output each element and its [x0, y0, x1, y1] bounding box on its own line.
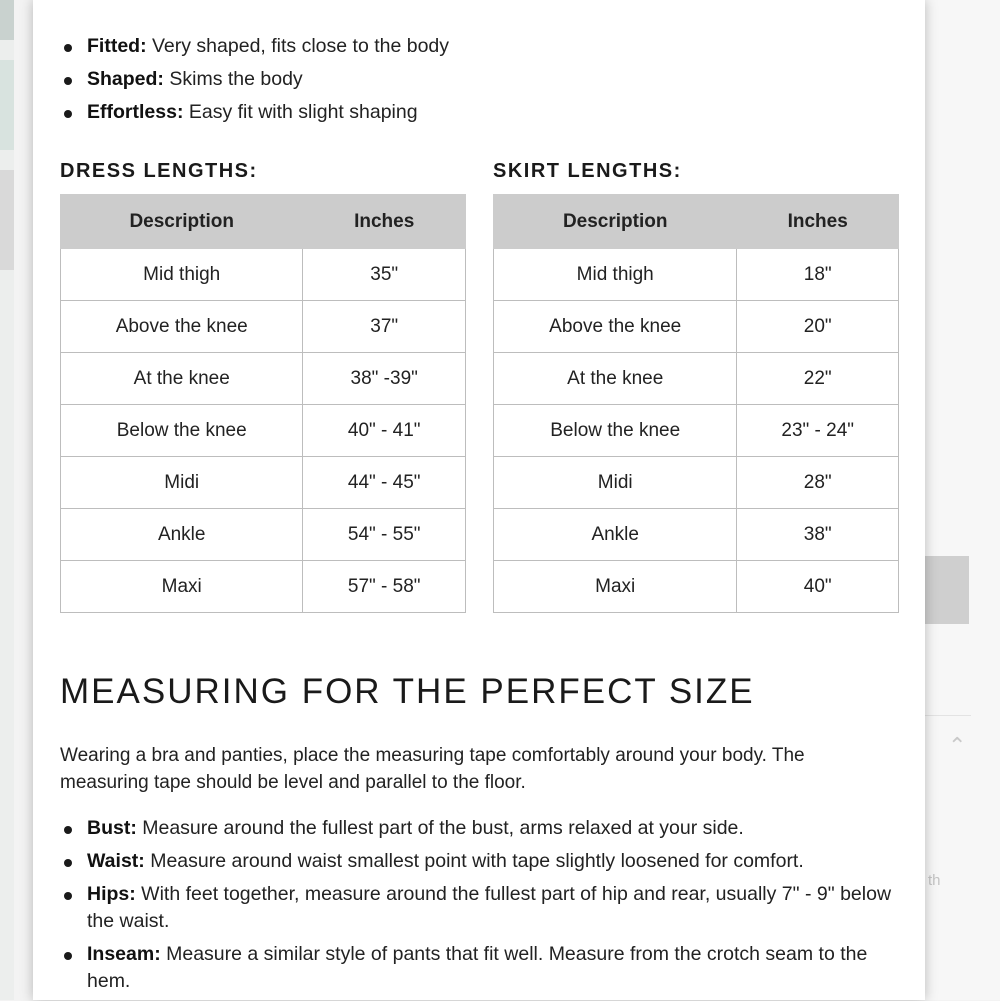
column-header: Inches	[303, 195, 466, 249]
table-cell: 44" - 45"	[303, 457, 466, 509]
table-row	[494, 301, 899, 353]
measure-term: Inseam:	[87, 943, 161, 965]
table-row	[494, 405, 899, 457]
measure-desc: Measure around waist smallest point with tape slightly loosened for comfort.	[150, 850, 804, 872]
fit-term: Shaped:	[87, 68, 164, 90]
background-thumbnail	[0, 60, 14, 150]
table-cell: 40"	[737, 561, 899, 613]
table-row	[61, 301, 466, 353]
table-cell: Above the knee	[61, 301, 303, 353]
table-row	[494, 561, 899, 613]
size-guide-modal	[33, 0, 925, 1000]
table-cell: Below the knee	[494, 405, 737, 457]
table-cell: Mid thigh	[494, 249, 737, 301]
table-row	[494, 249, 899, 301]
measuring-intro: Wearing a bra and panties, place the measuring tape comfortably around your body. The measuring tape should be level and parallel to the floor.	[60, 745, 805, 793]
background-partial-text: th	[928, 872, 941, 889]
table-row	[61, 405, 466, 457]
fit-desc: Easy fit with slight shaping	[188, 101, 418, 123]
table-cell: Ankle	[494, 509, 737, 561]
table-row	[61, 353, 466, 405]
column-header: Inches	[737, 195, 899, 249]
table-cell: 37"	[303, 301, 466, 353]
table-cell: 38" -39"	[303, 353, 466, 405]
measure-term: Waist:	[87, 850, 145, 872]
column-header: Description	[61, 195, 303, 249]
table-row	[61, 509, 466, 561]
list-item	[60, 30, 449, 63]
table-row	[61, 561, 466, 613]
column-header: Description	[494, 195, 737, 249]
table-row	[494, 509, 899, 561]
table-row	[494, 457, 899, 509]
table-row	[61, 457, 466, 509]
dress-lengths-table	[60, 194, 466, 613]
fit-desc: Skims the body	[169, 68, 303, 90]
table-cell: Midi	[494, 457, 737, 509]
background-divider	[925, 715, 971, 716]
table-row	[494, 353, 899, 405]
table-header-row	[61, 195, 466, 249]
list-item	[60, 815, 910, 842]
fit-list	[60, 30, 449, 129]
list-item	[60, 941, 910, 995]
table-cell: 28"	[737, 457, 899, 509]
table-cell: Mid thigh	[61, 249, 303, 301]
table-cell: Above the knee	[494, 301, 737, 353]
fit-term: Fitted:	[87, 35, 147, 57]
table-cell: 38"	[737, 509, 899, 561]
measuring-list	[60, 815, 910, 1001]
table-header-row	[494, 195, 899, 249]
table-cell: 22"	[737, 353, 899, 405]
table-cell: Midi	[61, 457, 303, 509]
list-item	[60, 96, 449, 129]
background-thumbnail	[0, 0, 14, 40]
background-thumbnail	[0, 170, 14, 270]
table-cell: 20"	[737, 301, 899, 353]
table-cell: 57" - 58"	[303, 561, 466, 613]
background-left-strip	[0, 0, 14, 1000]
measure-term: Bust:	[87, 817, 137, 839]
background-right-panel	[925, 0, 1000, 1000]
fit-desc: Very shaped, fits close to the body	[152, 35, 450, 57]
skirt-lengths-title: SKIRT LENGTHS:	[493, 160, 682, 182]
table-cell: 40" - 41"	[303, 405, 466, 457]
fit-term: Effortless:	[87, 101, 184, 123]
table-row	[61, 249, 466, 301]
table-cell: Below the knee	[61, 405, 303, 457]
list-item	[60, 63, 449, 96]
table-cell: 35"	[303, 249, 466, 301]
table-cell: 23" - 24"	[737, 405, 899, 457]
measure-desc: Measure around the fullest part of the bust, arms relaxed at your side.	[142, 817, 744, 839]
measure-term: Hips:	[87, 883, 136, 905]
measuring-title: MEASURING FOR THE PERFECT SIZE	[60, 672, 755, 711]
table-cell: At the knee	[61, 353, 303, 405]
list-item	[60, 848, 910, 875]
table-cell: Maxi	[61, 561, 303, 613]
chevron-up-icon[interactable]: ⌃	[948, 733, 967, 758]
table-cell: At the knee	[494, 353, 737, 405]
table-cell: Maxi	[494, 561, 737, 613]
skirt-lengths-table	[493, 194, 899, 613]
list-item	[60, 881, 910, 935]
dress-lengths-title: DRESS LENGTHS:	[60, 160, 258, 182]
table-cell: 18"	[737, 249, 899, 301]
table-cell: 54" - 55"	[303, 509, 466, 561]
measure-desc: With feet together, measure around the fullest part of hip and rear, usually 7" - 9" below the waist.	[87, 883, 892, 932]
measure-desc: Measure a similar style of pants that fit well. Measure from the crotch seam to the hem.	[87, 943, 868, 992]
table-cell: Ankle	[61, 509, 303, 561]
background-button[interactable]	[925, 556, 969, 624]
